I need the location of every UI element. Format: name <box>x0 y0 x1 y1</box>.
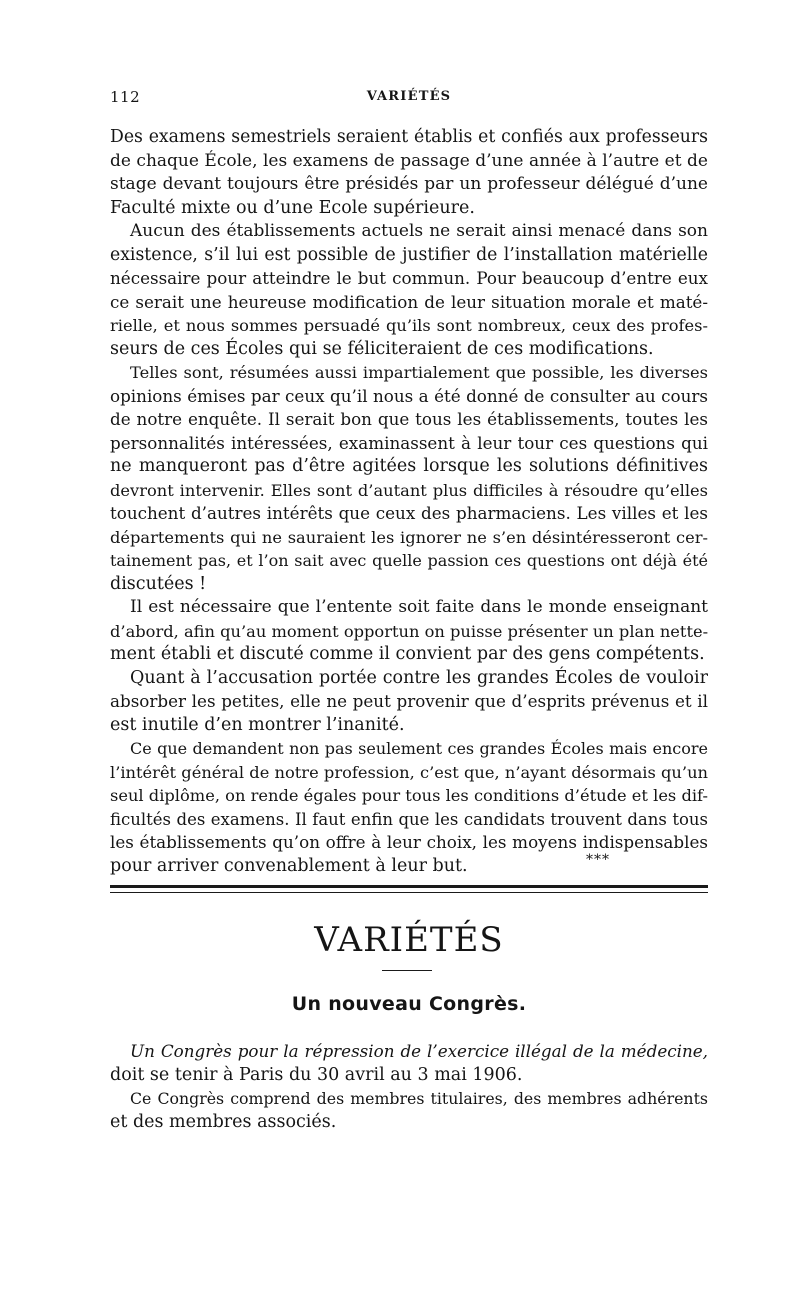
section-divider-thin <box>110 892 708 893</box>
text-line: l’intérêt général de notre profession, c’est que, n’ayant désormais qu’un <box>110 762 708 782</box>
text-line: ficultés des examens. Il faut enfin que les candidats trouvent dans tous <box>110 809 708 829</box>
text-line: et des membres associés. <box>110 1111 337 1132</box>
text-line: Ce que demandent non pas seulement ces grandes Écoles mais encore <box>130 739 708 758</box>
text-line: touchent d’autres intérêts que ceux des pharmaciens. Les villes et les <box>110 503 708 523</box>
text-line: opinions émises par ceux qu’il nous a été donné de consulter au cours <box>110 385 708 406</box>
text-line: ment établi et discuté comme il convient par des gens compétents. <box>110 644 705 664</box>
title-underline <box>382 970 432 971</box>
text-line: Telles sont, résumées aussi impartialement que possible, les diverses <box>130 363 708 382</box>
text-line: discutées ! <box>110 573 207 594</box>
end-mark: *** <box>586 852 610 868</box>
text-line: Des examens semestriels seraient établis et confiés aux professeurs <box>110 127 708 147</box>
text-line: seurs de ces Écoles qui se féliciteraient de ces modifications. <box>110 338 654 359</box>
text-line: d’abord, afin qu’au moment opportun on puisse présenter un plan nette- <box>110 621 709 641</box>
text-line: de chaque École, les examens de passage d’une année à l’autre et de <box>110 150 708 171</box>
text-line: stage devant toujours être présidés par un professeur délégué d’une <box>110 174 708 194</box>
running-title: VARIÉTÉS <box>366 89 452 104</box>
body-text <box>110 126 708 878</box>
text-line: existence, s’il lui est possible de justifier de l’installation matérielle <box>110 244 708 265</box>
text-line: les établissements qu’on offre à leur choix, les moyens indispensables <box>110 832 708 852</box>
text-line: nécessaire pour atteindre le but commun. Pour beaucoup d’entre eux <box>110 268 708 288</box>
running-head <box>110 88 708 112</box>
text-line: absorber les petites, elle ne peut provenir que d’esprits prévenus et il <box>110 691 708 711</box>
section-text <box>110 1040 708 1134</box>
text-line: seul diplôme, on rende égales pour tous les conditions d’étude et les dif- <box>110 786 708 805</box>
text-line: Aucun des établissements actuels ne serait ainsi menacé dans son <box>130 221 708 241</box>
text-line: pour arriver convenablement à leur but. <box>110 855 468 876</box>
text-line: est inutile d’en montrer l’inanité. <box>110 714 405 735</box>
section-divider-thick <box>110 885 708 888</box>
text-line: de notre enquête. Il serait bon que tous les établissements, toutes les <box>110 409 708 429</box>
text-line: Quant à l’accusation portée contre les grandes Écoles de vouloir <box>130 667 708 688</box>
text-line: rielle, et nous sommes persuadé qu’ils sont nombreux, ceux des profes- <box>110 316 708 335</box>
text-line: ne manqueront pas d’être agitées lorsque les solutions définitives <box>110 456 708 476</box>
text-line: ce serait une heureuse modification de leur situation morale et maté- <box>110 291 708 312</box>
text-line: personnalités intéressées, examinassent à leur tour ces questions qui <box>110 432 708 453</box>
text-line: Faculté mixte ou d’une Ecole supérieure. <box>110 197 475 218</box>
text-line: doit se tenir à Paris du 30 avril au 3 mai 1906. <box>110 1064 523 1085</box>
text-line: Ce Congrès comprend des membres titulaires, des membres adhérents <box>130 1089 708 1108</box>
text-line: Un Congrès pour la répression de l’exercice illégal de la médecine, <box>130 1041 708 1061</box>
article-subtitle: Un nouveau Congrès. <box>291 993 527 1015</box>
text-line: départements qui ne sauraient les ignorer ne s’en désintéresseront cer- <box>110 527 708 547</box>
text-line: devront intervenir. Elles sont d’autant plus difficiles à résoudre qu’elles <box>110 480 708 500</box>
page-number: 112 <box>110 88 141 106</box>
section-title: VARIÉTÉS <box>314 920 504 960</box>
text-line: tainement pas, et l’on sait avec quelle passion ces questions ont déjà été <box>110 551 708 570</box>
text-line: Il est nécessaire que l’entente soit faite dans le monde enseignant <box>130 597 708 617</box>
